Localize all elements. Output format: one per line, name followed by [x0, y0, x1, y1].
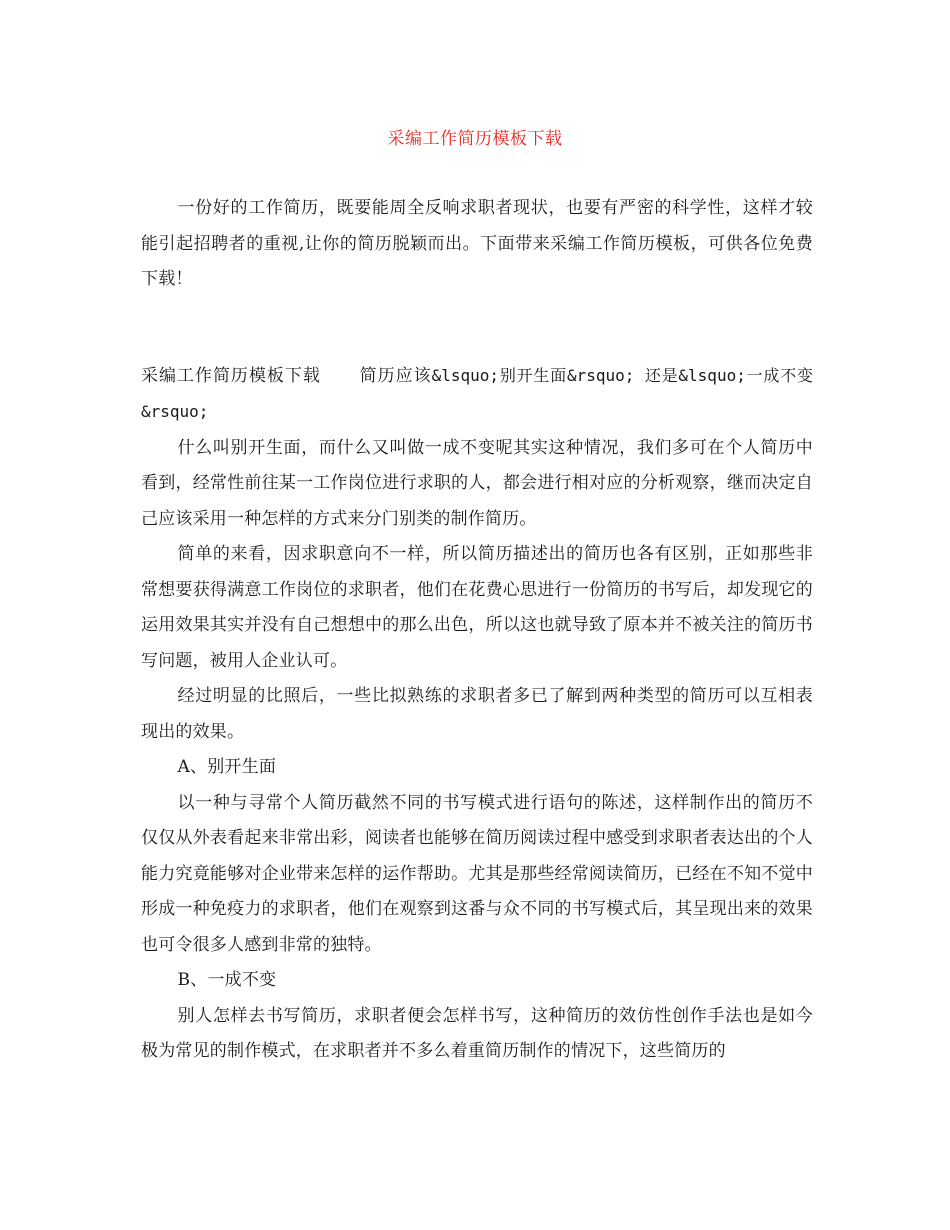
body-paragraph-2: 简单的来看，因求职意向不一样，所以简历描述出的简历也各有区别，正如那些非常想要获得满意工作岗位的求职者，他们在花费心思进行一份简历的书写后，却发现它的运用效果其实并没有自己想想中的那么出色，所以这也就导致了原本并不被关注的简历书写问题，被用人企业认可。: [141, 544, 813, 671]
section-heading-right-prefix: 简历应该: [358, 365, 432, 386]
intro-paragraph: 一份好的工作简历，既要能周全反响求职者现状，也要有严密的科学性，这样才较能引起招聘者的重视,让你的简历脱颖而出。下面带来采编工作简历模板，可供各位免费下载！: [141, 198, 813, 289]
paragraph-a: 以一种与寻常个人简历截然不同的书写模式进行语句的陈述，这样制作出的简历不仅仅从外表看起来非常出彩，阅读者也能够在简历阅读过程中感受到求职者表达出的个人能力究竟能够对企业带来怎样的运作帮助。尤其是那些经常阅读简历，已经在不知不觉中形成一种免疫力的求职者，他们在观察到这番与众不同的书写模式后，其呈现出来的效果也可令很多人感到非常的独特。: [141, 792, 813, 955]
label-b: B、一成不变: [177, 970, 277, 990]
body-paragraph-1: 什么叫别开生面，而什么又叫做一成不变呢其实这种情况，我们多可在个人简历中看到，经常性前往某一工作岗位进行求职的人，都会进行相对应的分析观察，继而决定自己应该采用一种怎样的方式来分门别类的制作简历。: [141, 437, 813, 529]
paragraph-b: 别人怎样去书写简历，求职者便会怎样书写，这种简历的效仿性创作手法也是如今极为常见的制作模式，在求职者并不多么着重简历制作的情况下，这些简历的: [141, 1005, 813, 1061]
spacer: [141, 298, 813, 358]
label-a: A、别开生面: [177, 757, 277, 777]
section-heading: [141, 358, 813, 431]
section-heading-left: 采编工作简历模板下载: [141, 365, 321, 386]
document-body: [141, 191, 813, 1070]
section-heading-right-code: &lsquo;别开生面&rsquo; 还是&lsquo;一成不变&rsquo;: [141, 365, 813, 421]
body-paragraph-3: 经过明显的比照后，一些比拟熟练的求职者多已了解到两种类型的简历可以互相表现出的效果。: [141, 686, 813, 742]
document-title: 采编工作简历模板下载: [387, 129, 563, 149]
